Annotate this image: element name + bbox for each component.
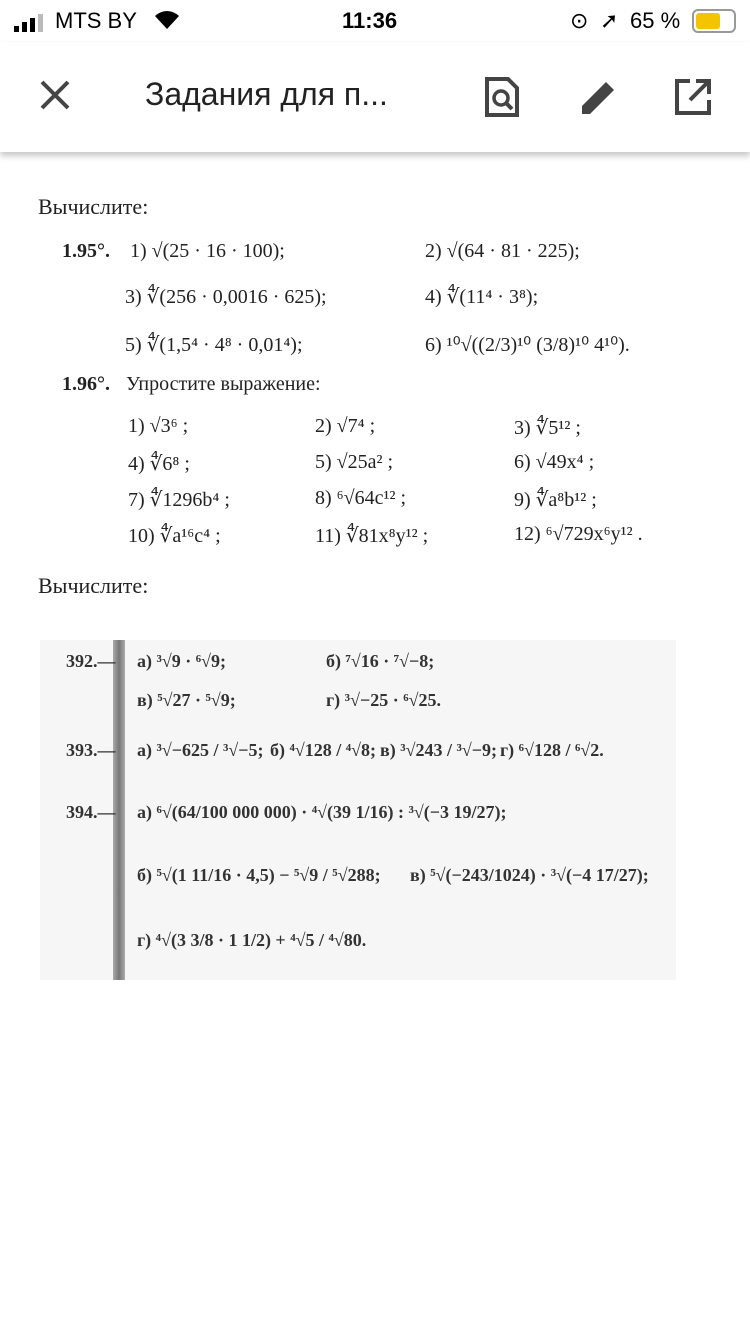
exercise-item: 2) √(64 · 81 · 225); — [425, 240, 580, 262]
rotation-lock-icon: ⊙ — [570, 8, 589, 33]
exercise-number: 1.95°. — [62, 240, 110, 262]
exercise-item: в) ⁵√27 · ⁵√9; — [137, 690, 236, 710]
battery-icon — [692, 9, 736, 33]
exercise-number: 1.96°. — [62, 373, 110, 395]
exercise-item: г) ⁴√(3 3/8 · 1 1/2) + ⁴√5 / ⁴√80. — [137, 930, 367, 950]
exercise-item: 1) √3⁶ ; — [128, 415, 189, 437]
exercise-item: 7) ∜1296b⁴ ; — [128, 489, 230, 511]
open-external-icon[interactable] — [674, 78, 712, 121]
exercise-item: 4) ∜(11⁴ · 3⁸); — [425, 286, 539, 308]
close-icon[interactable] — [38, 78, 72, 117]
exercise-item: 3) ∜(256 · 0,0016 · 625); — [125, 286, 327, 308]
exercise-item: 8) ⁶√64c¹² ; — [315, 487, 407, 509]
exercise-item: 6) ¹⁰√((2/3)¹⁰ (3/8)¹⁰ 4¹⁰). — [425, 334, 630, 356]
app-header — [0, 42, 750, 152]
battery-percent: 65 % — [630, 8, 681, 33]
exercise-item: 5) ∜(1,5⁴ · 4⁸ · 0,01⁴); — [125, 334, 303, 356]
heading-calculate: Вычислите: — [38, 573, 149, 598]
exercise-item: а) ⁶√(64/100 000 000) · ⁴√(39 1/16) : ³√(−3 19/27); — [137, 802, 507, 822]
carrier: MTS BY — [55, 8, 137, 33]
exercise-number: 392.— — [66, 651, 116, 671]
exercise-item: 1) √(25 · 16 · 100); — [130, 240, 285, 262]
exercise-item: б) ⁴√128 / ⁴√8; — [270, 740, 377, 760]
exercise-item: 2) √7⁴ ; — [315, 415, 376, 437]
exercise-item: 12) ⁶√729x⁶y¹² . — [514, 523, 643, 545]
clock: 11:36 — [342, 8, 398, 33]
status-bar — [0, 0, 750, 42]
search-document-icon[interactable] — [484, 76, 520, 123]
exercise-item: 6) √49x⁴ ; — [514, 451, 595, 473]
exercise-item: г) ³√−25 · ⁶√25. — [326, 690, 441, 710]
heading-calculate: Вычислите: — [38, 194, 149, 219]
exercise-item: 10) ∜a¹⁶c⁴ ; — [128, 525, 221, 547]
exercise-item: а) ³√−625 / ³√−5; — [137, 740, 264, 760]
exercise-number: 394.— — [66, 802, 116, 822]
exercise-item: 4) ∜6⁸ ; — [128, 453, 190, 475]
wifi-icon — [152, 8, 182, 36]
exercise-title: Упростите выражение: — [126, 373, 321, 395]
document-title: Задания для п... — [145, 76, 388, 112]
exercise-item: в) ⁵√(−243/1024) · ³√(−4 17/27); — [410, 865, 649, 885]
exercise-item: 5) √25a² ; — [315, 451, 394, 473]
exercise-item: г) ⁶√128 / ⁶√2. — [500, 740, 604, 760]
location-icon: ➚ — [600, 8, 619, 33]
signal-icon — [14, 12, 48, 38]
pencil-icon[interactable] — [578, 78, 618, 123]
exercise-item: а) ³√9 · ⁶√9; — [137, 651, 227, 671]
exercise-item: б) ⁵√(1 11/16 · 4,5) − ⁵√9 / ⁵√288; — [137, 865, 381, 885]
exercise-item: 3) ∜5¹² ; — [514, 417, 581, 439]
exercise-item: 9) ∜a⁸b¹² ; — [514, 489, 597, 511]
scanned-image — [40, 640, 676, 980]
exercise-item: в) ³√243 / ³√−9; — [380, 740, 498, 760]
exercise-number: 393.— — [66, 740, 116, 760]
exercise-item: 11) ∜81x⁸y¹² ; — [315, 525, 429, 547]
exercise-item: б) ⁷√16 · ⁷√−8; — [326, 651, 435, 671]
